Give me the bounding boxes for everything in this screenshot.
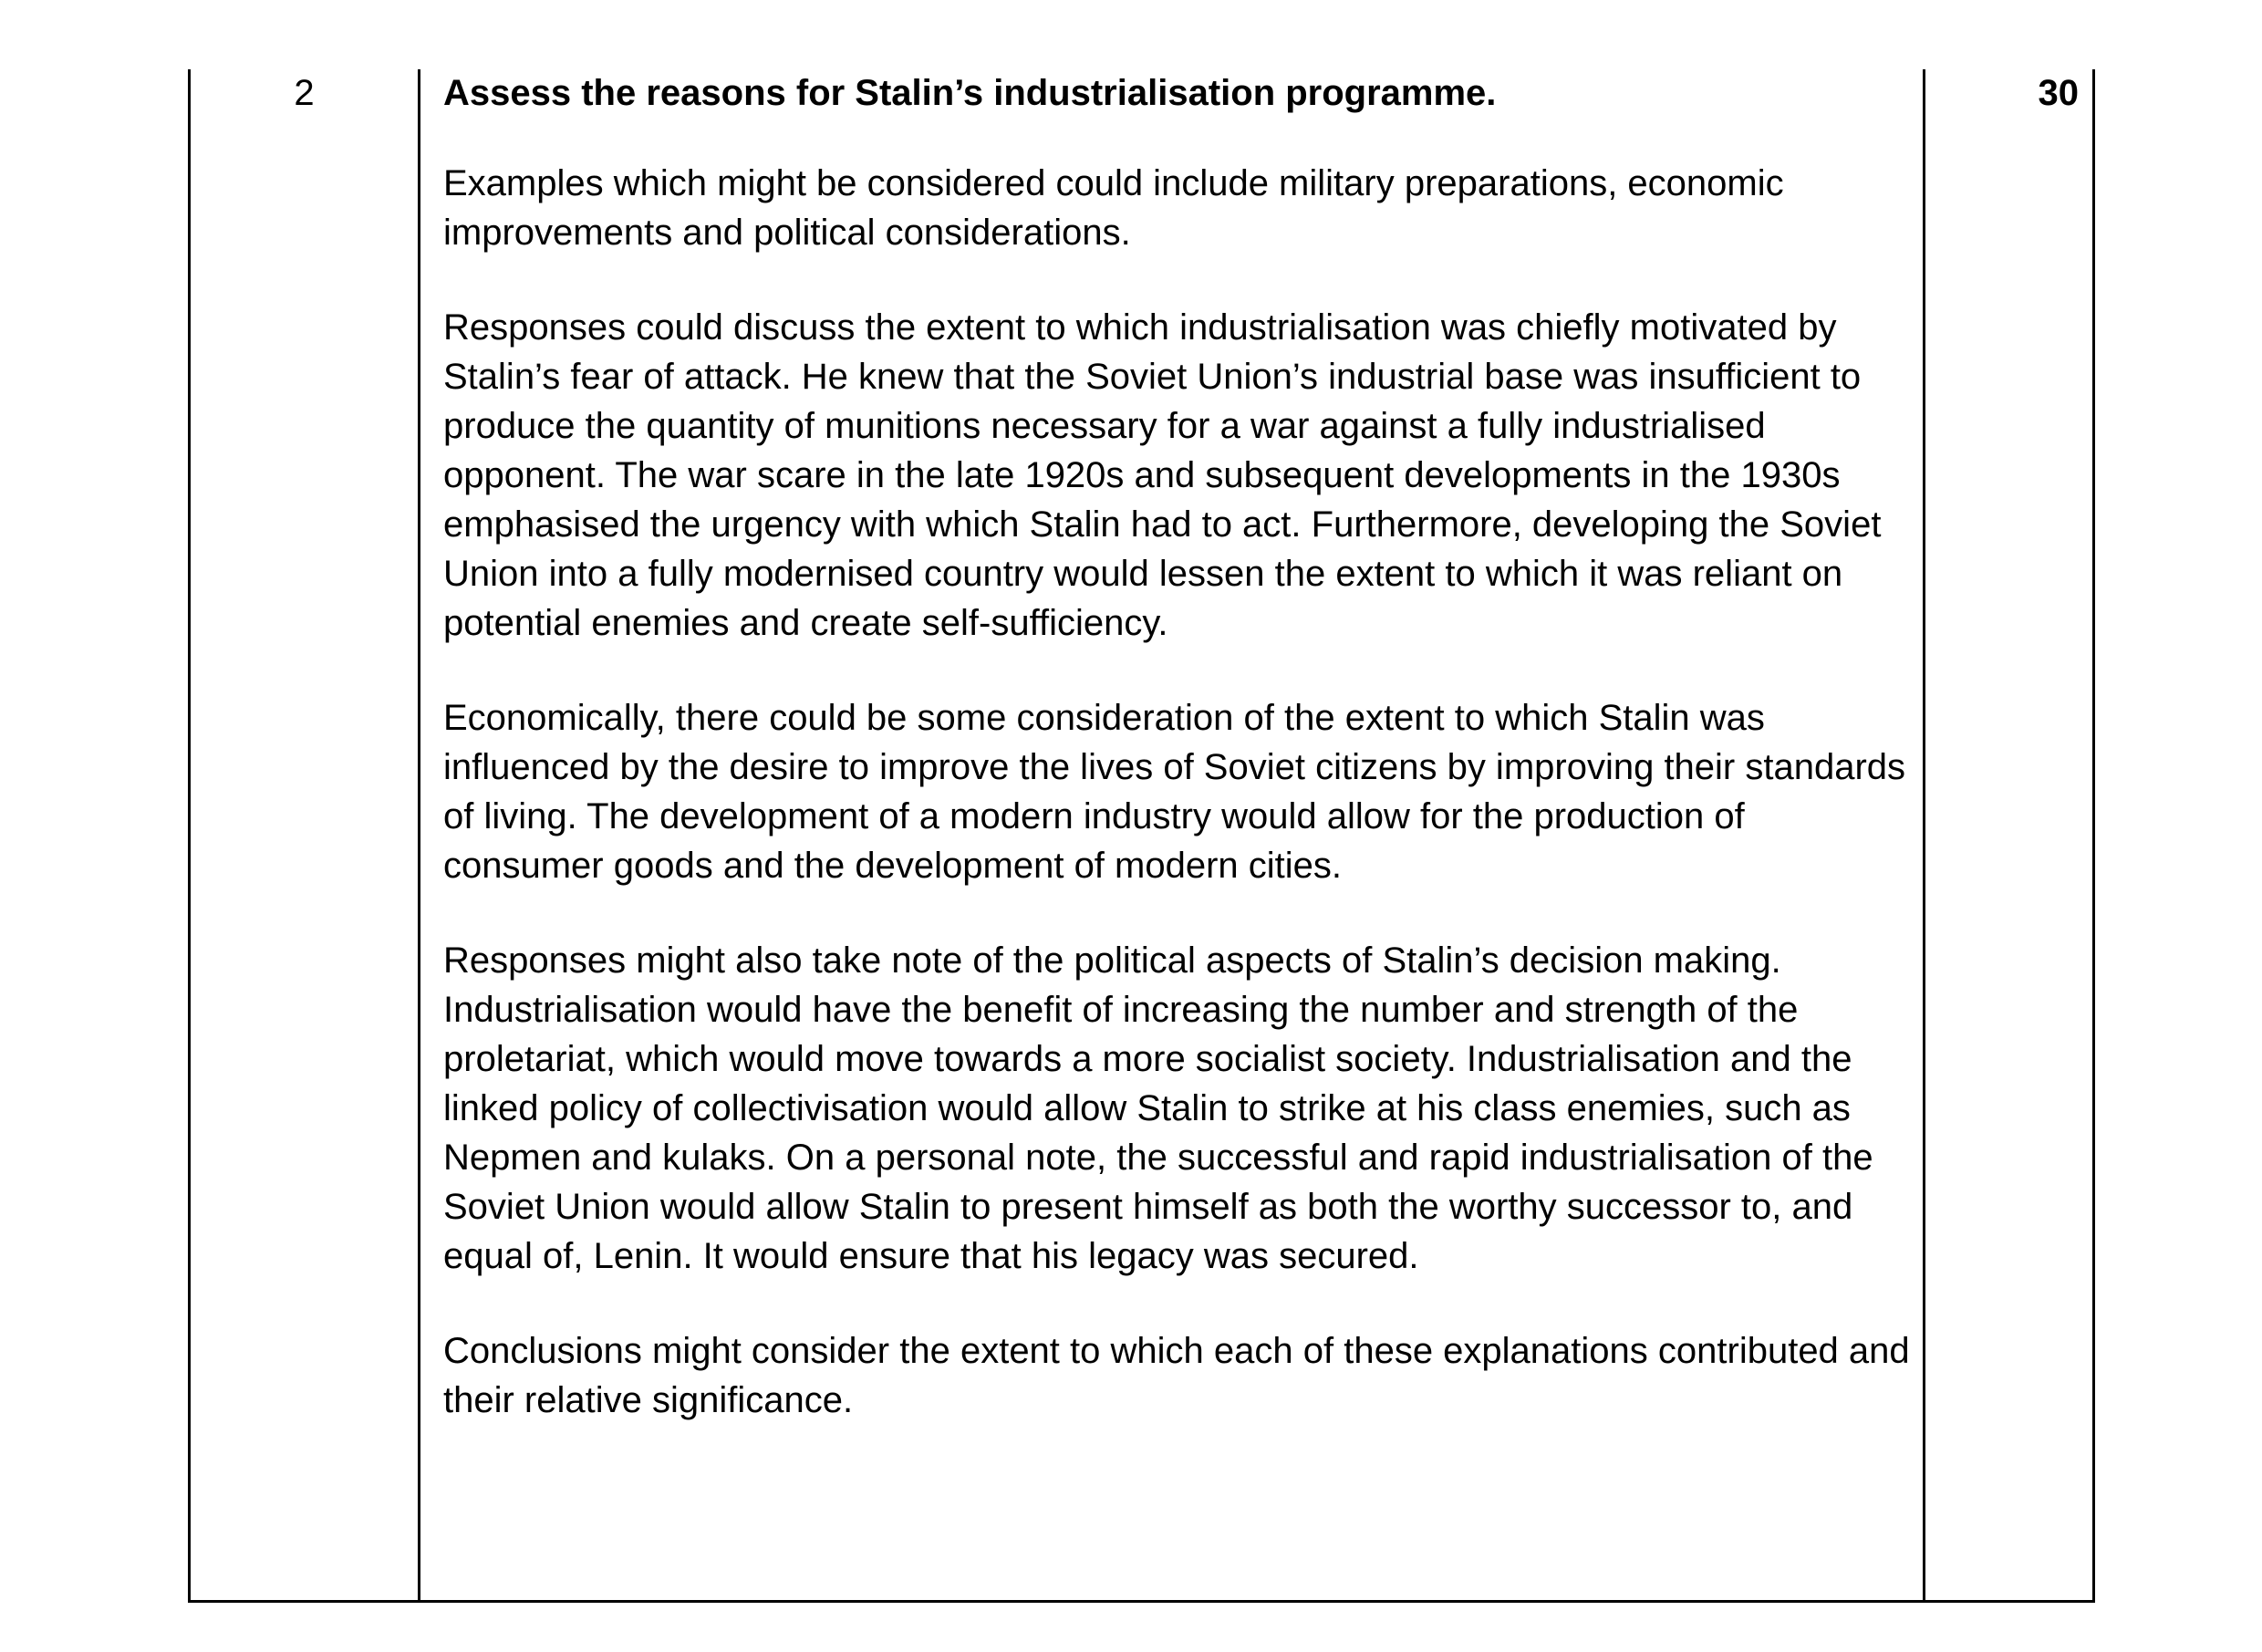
guidance-paragraph-4: Responses might also take note of the political aspects of Stalin’s decision making. Industrialisation would have the benefit of increasing the number and strength of the proletariat, which would move towards a more socialist society. Industrialisation and the linked policy of collectivisation would allow Stalin to strike at his class enemies, such as Nepmen and kulaks. On a personal note, the successful and rapid industrialisation of the Soviet Union would allow Stalin to present himself as both the worthy successor to, and equal of, Lenin. It would ensure that his legacy was secured. xyxy=(443,940,1873,1276)
question-marks: 30 xyxy=(2038,73,2079,113)
guidance-paragraph-2: Responses could discuss the extent to which industrialisation was chiefly motivated by Stalin’s fear of attack. He knew that the Soviet Union’s industrial base was insufficient to produce the quantity of munitions necessary for a war against a fully industrialised opponent. The war scare in the late 1920s and subsequent developments in the 1930s emphasised the urgency with which Stalin had to act. Furthermore, developing the Soviet Union into a fully modernised country would lessen the extent to which it was reliant on potential enemies and create self-sufficiency. xyxy=(443,307,1882,643)
guidance-cell xyxy=(443,73,1912,1425)
table-border-left xyxy=(188,69,191,1603)
guidance-paragraph-1: Examples which might be considered could include military preparations, economic improvements and political considerations. xyxy=(443,163,1784,253)
guidance-paragraph-5: Conclusions might consider the extent to which each of these explanations contributed and their relative significance. xyxy=(443,1331,1910,1420)
table-divider-marks xyxy=(1923,69,1925,1603)
table-border-right xyxy=(2092,69,2095,1603)
question-number: 2 xyxy=(294,73,315,113)
question-text: Assess the reasons for Stalin’s industrialisation programme. xyxy=(443,73,1497,113)
table-divider-number xyxy=(418,69,420,1603)
guidance-paragraph-3: Economically, there could be some consideration of the extent to which Stalin was influenced by the desire to improve the lives of Soviet citizens by improving their standards of living. The development of a modern industry would allow for the production of consumer goods and the development of modern cities. xyxy=(443,698,1906,886)
table-border-bottom xyxy=(188,1600,2095,1603)
